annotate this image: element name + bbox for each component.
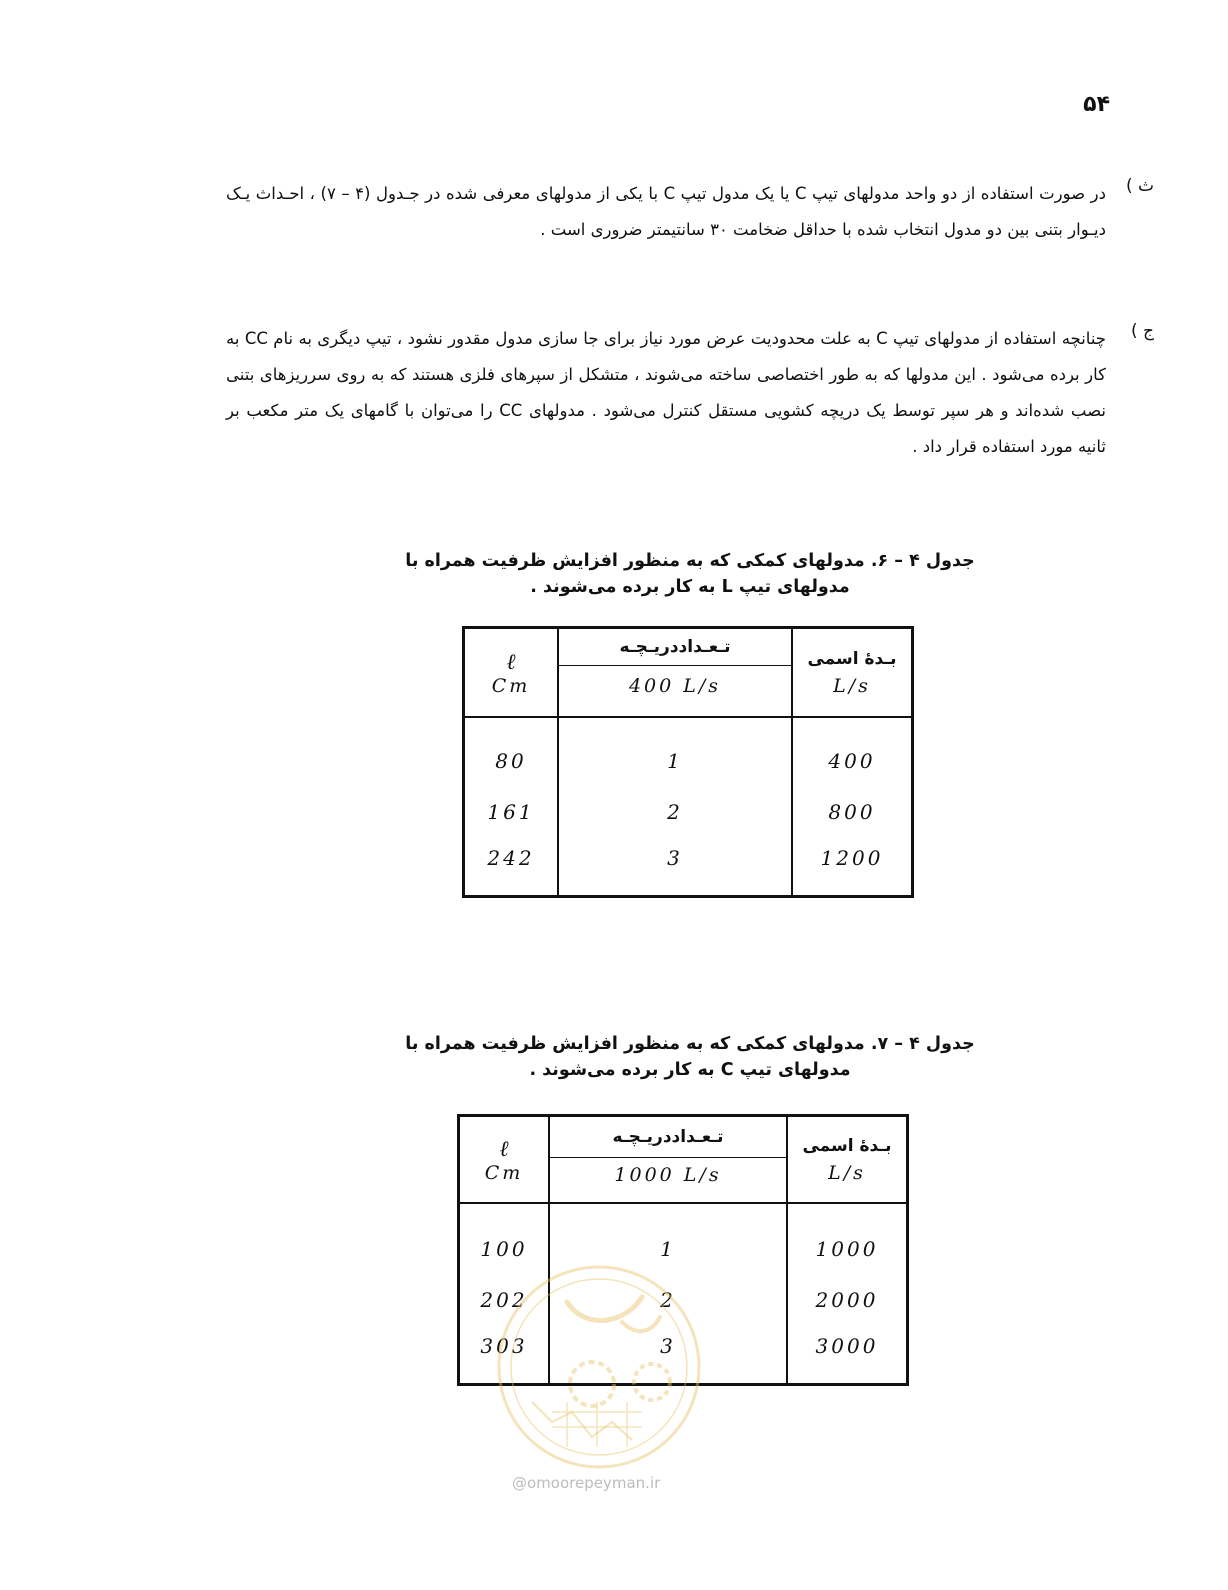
table1-length-header — [464, 628, 559, 718]
paragraph-th — [226, 176, 1154, 248]
flow-header-title: بـدهٔ اسمی — [802, 1135, 892, 1156]
table1-caption — [380, 548, 1000, 600]
length-cell: 303 — [459, 1325, 550, 1384]
length-cell: 202 — [459, 1275, 550, 1325]
table1-gates-header — [558, 628, 792, 718]
table2-caption — [380, 1031, 1000, 1083]
flow-cell: 2000 — [787, 1275, 908, 1325]
length-cell: 242 — [464, 837, 559, 896]
length-symbol: ℓ — [499, 1136, 509, 1162]
table2-header-row — [459, 1116, 908, 1204]
table2-caption-line2: مدولهای تیپ C به کار برده می‌شوند . — [529, 1060, 851, 1080]
page-number: ۵۴ — [1083, 92, 1110, 117]
paragraph-text: در صورت استفاده از دو واحد مدولهای تیپ C یا یک مدول تیپ C با یکی از مدولهای معرفی شده در جـدول (۴ – ۷) ، احـداث یـک دیـوار بتنی بین دو مدول انتخاب شده با حداقل ضخامت ۳۰ سانتیمتر ضروری است . — [226, 184, 1106, 239]
table-row — [464, 717, 913, 787]
flow-cell: 3000 — [787, 1325, 908, 1384]
table-row — [464, 837, 913, 896]
gates-cell: 3 — [549, 1325, 787, 1384]
flow-cell: 1200 — [792, 837, 913, 896]
flow-cell: 400 — [792, 717, 913, 787]
table2-flow-header — [787, 1116, 908, 1204]
watermark-url: @omoorepeyman.ir — [512, 1474, 661, 1492]
table2-length-header — [459, 1116, 550, 1204]
table1-caption-line2: مدولهای تیپ L به کار برده می‌شوند . — [530, 577, 850, 597]
flow-header-title: بـدهٔ اسمی — [807, 648, 897, 669]
gates-header-unit: 1000 L/s — [550, 1157, 786, 1202]
watermark-seal-logo — [492, 1262, 706, 1472]
length-cell: 161 — [464, 787, 559, 837]
table1-flow-header — [792, 628, 913, 718]
gates-header-unit: 400 L/s — [559, 665, 791, 716]
length-cell: 80 — [464, 717, 559, 787]
flow-header-unit: L/s — [828, 1161, 866, 1184]
table-row — [464, 787, 913, 837]
flow-header-unit: L/s — [833, 674, 871, 697]
length-cell: 100 — [459, 1203, 550, 1275]
paragraph-marker: ث ) — [1125, 176, 1154, 196]
length-unit: Cm — [491, 674, 531, 697]
length-symbol: ℓ — [506, 649, 516, 675]
flow-cell: 1000 — [787, 1203, 908, 1275]
paragraph-jim — [226, 321, 1154, 465]
paragraph-marker: ج ) — [1130, 321, 1154, 341]
paragraph-text: چنانچه استفاده از مدولهای تیپ C به علت محدودیت عرض مورد نیاز برای جا سازی مدول مقدور نشود ، تیپ دیگری به نام CC به کار برده می‌شود . این مدولها که به طور اختصاصی ساخته می‌شوند ، متشکل از سپرهای فلزی هستند که به روی سرریزهای بتنی نصب شده‌اند و هر سپر توسط یک دریچه کشویی مستقل کنترل می‌شود . مدولهای CC را می‌توان با گامهای یک متر مکعب بر ثانیه مورد استفاده قرار داد . — [226, 329, 1107, 456]
table1-header-row — [464, 628, 913, 718]
gates-cell: 3 — [558, 837, 792, 896]
table1 — [462, 626, 914, 898]
table2-caption-line1: جدول ۴ – ۷. مدولهای کمکی که به منظور افزایش ظرفیت همراه با — [405, 1034, 975, 1054]
table2-gates-header — [549, 1116, 787, 1204]
table1-caption-line1: جدول ۴ – ۶. مدولهای کمکی که به منظور افزایش ظرفیت همراه با — [405, 551, 975, 571]
gates-cell: 1 — [549, 1203, 787, 1275]
gates-header-title: تـعـداددریـچـه — [612, 1127, 724, 1147]
length-unit: Cm — [484, 1161, 524, 1184]
gates-cell: 1 — [558, 717, 792, 787]
flow-cell: 800 — [792, 787, 913, 837]
gates-cell: 2 — [549, 1275, 787, 1325]
gates-cell: 2 — [558, 787, 792, 837]
gates-header-title: تـعـداددریـچـه — [619, 637, 731, 657]
